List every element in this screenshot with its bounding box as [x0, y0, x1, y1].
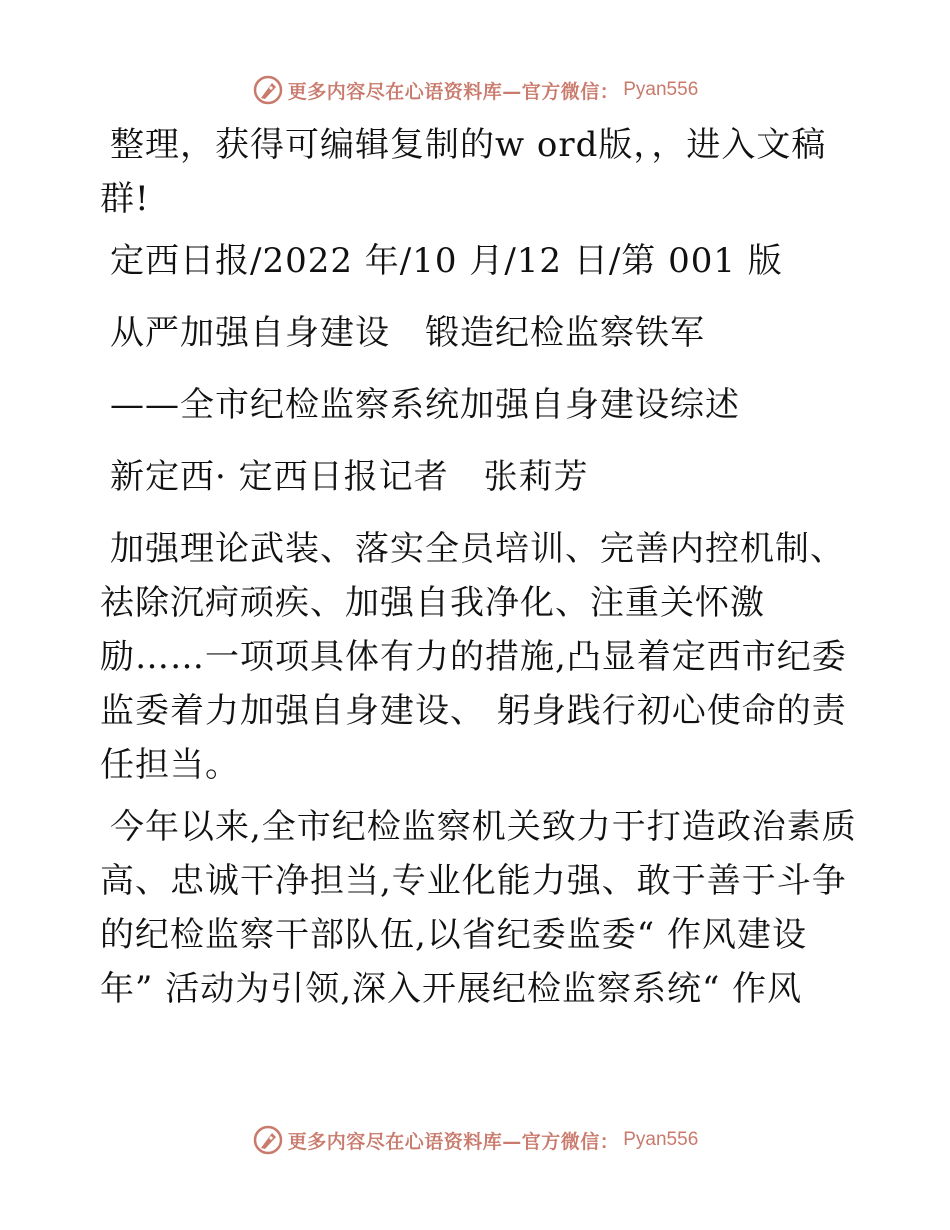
header-watermark-text: 更多内容尽在心语资料库—官方微信： [287, 80, 620, 103]
body-paragraph-1: 加强理论武装、落实全员培训、完善内控机制、祛除沉疴顽疾、加强自我净化、注重关怀激励……一项项具体有力的措施,凸显着定西市纪委监委着力加强自身建设、 躬身践行初心使命的责任担当。 [100, 529, 847, 785]
article-subtitle: ——全市纪检监察系统加强自身建设综述 [110, 385, 740, 425]
article-title: 从严加强自身建设 锻造纪检监察铁军 [110, 313, 705, 353]
pen-nib-circle-icon [252, 74, 284, 106]
source-line: 定西日报/2022 年/10 月/12 日/第 001 版 [110, 241, 783, 281]
header-watermark [0, 70, 950, 110]
footer-watermark-text: 更多内容尽在心语资料库—官方微信： [287, 1130, 620, 1153]
pen-nib-circle-icon [252, 1124, 284, 1156]
byline: 新定西· 定西日报记者 张莉芳 [110, 457, 589, 497]
document-body [100, 118, 860, 1024]
intro-paragraph: 整理，获得可编辑复制的w ord版，，进入文稿群! [100, 125, 827, 219]
header-wechat-id: Pyan556 [623, 79, 699, 100]
body-paragraph-2: 今年以来,全市纪检监察机关致力于打造政治素质高、忠诚干净担当,专业化能力强、敢于善于斗争的纪检监察干部队伍,以省纪委监委“ 作风建设年” 活动为引领,深入开展纪检监察系统“ 作风 [100, 807, 857, 1009]
footer-watermark [0, 1120, 950, 1160]
footer-wechat-id: Pyan556 [623, 1129, 699, 1150]
